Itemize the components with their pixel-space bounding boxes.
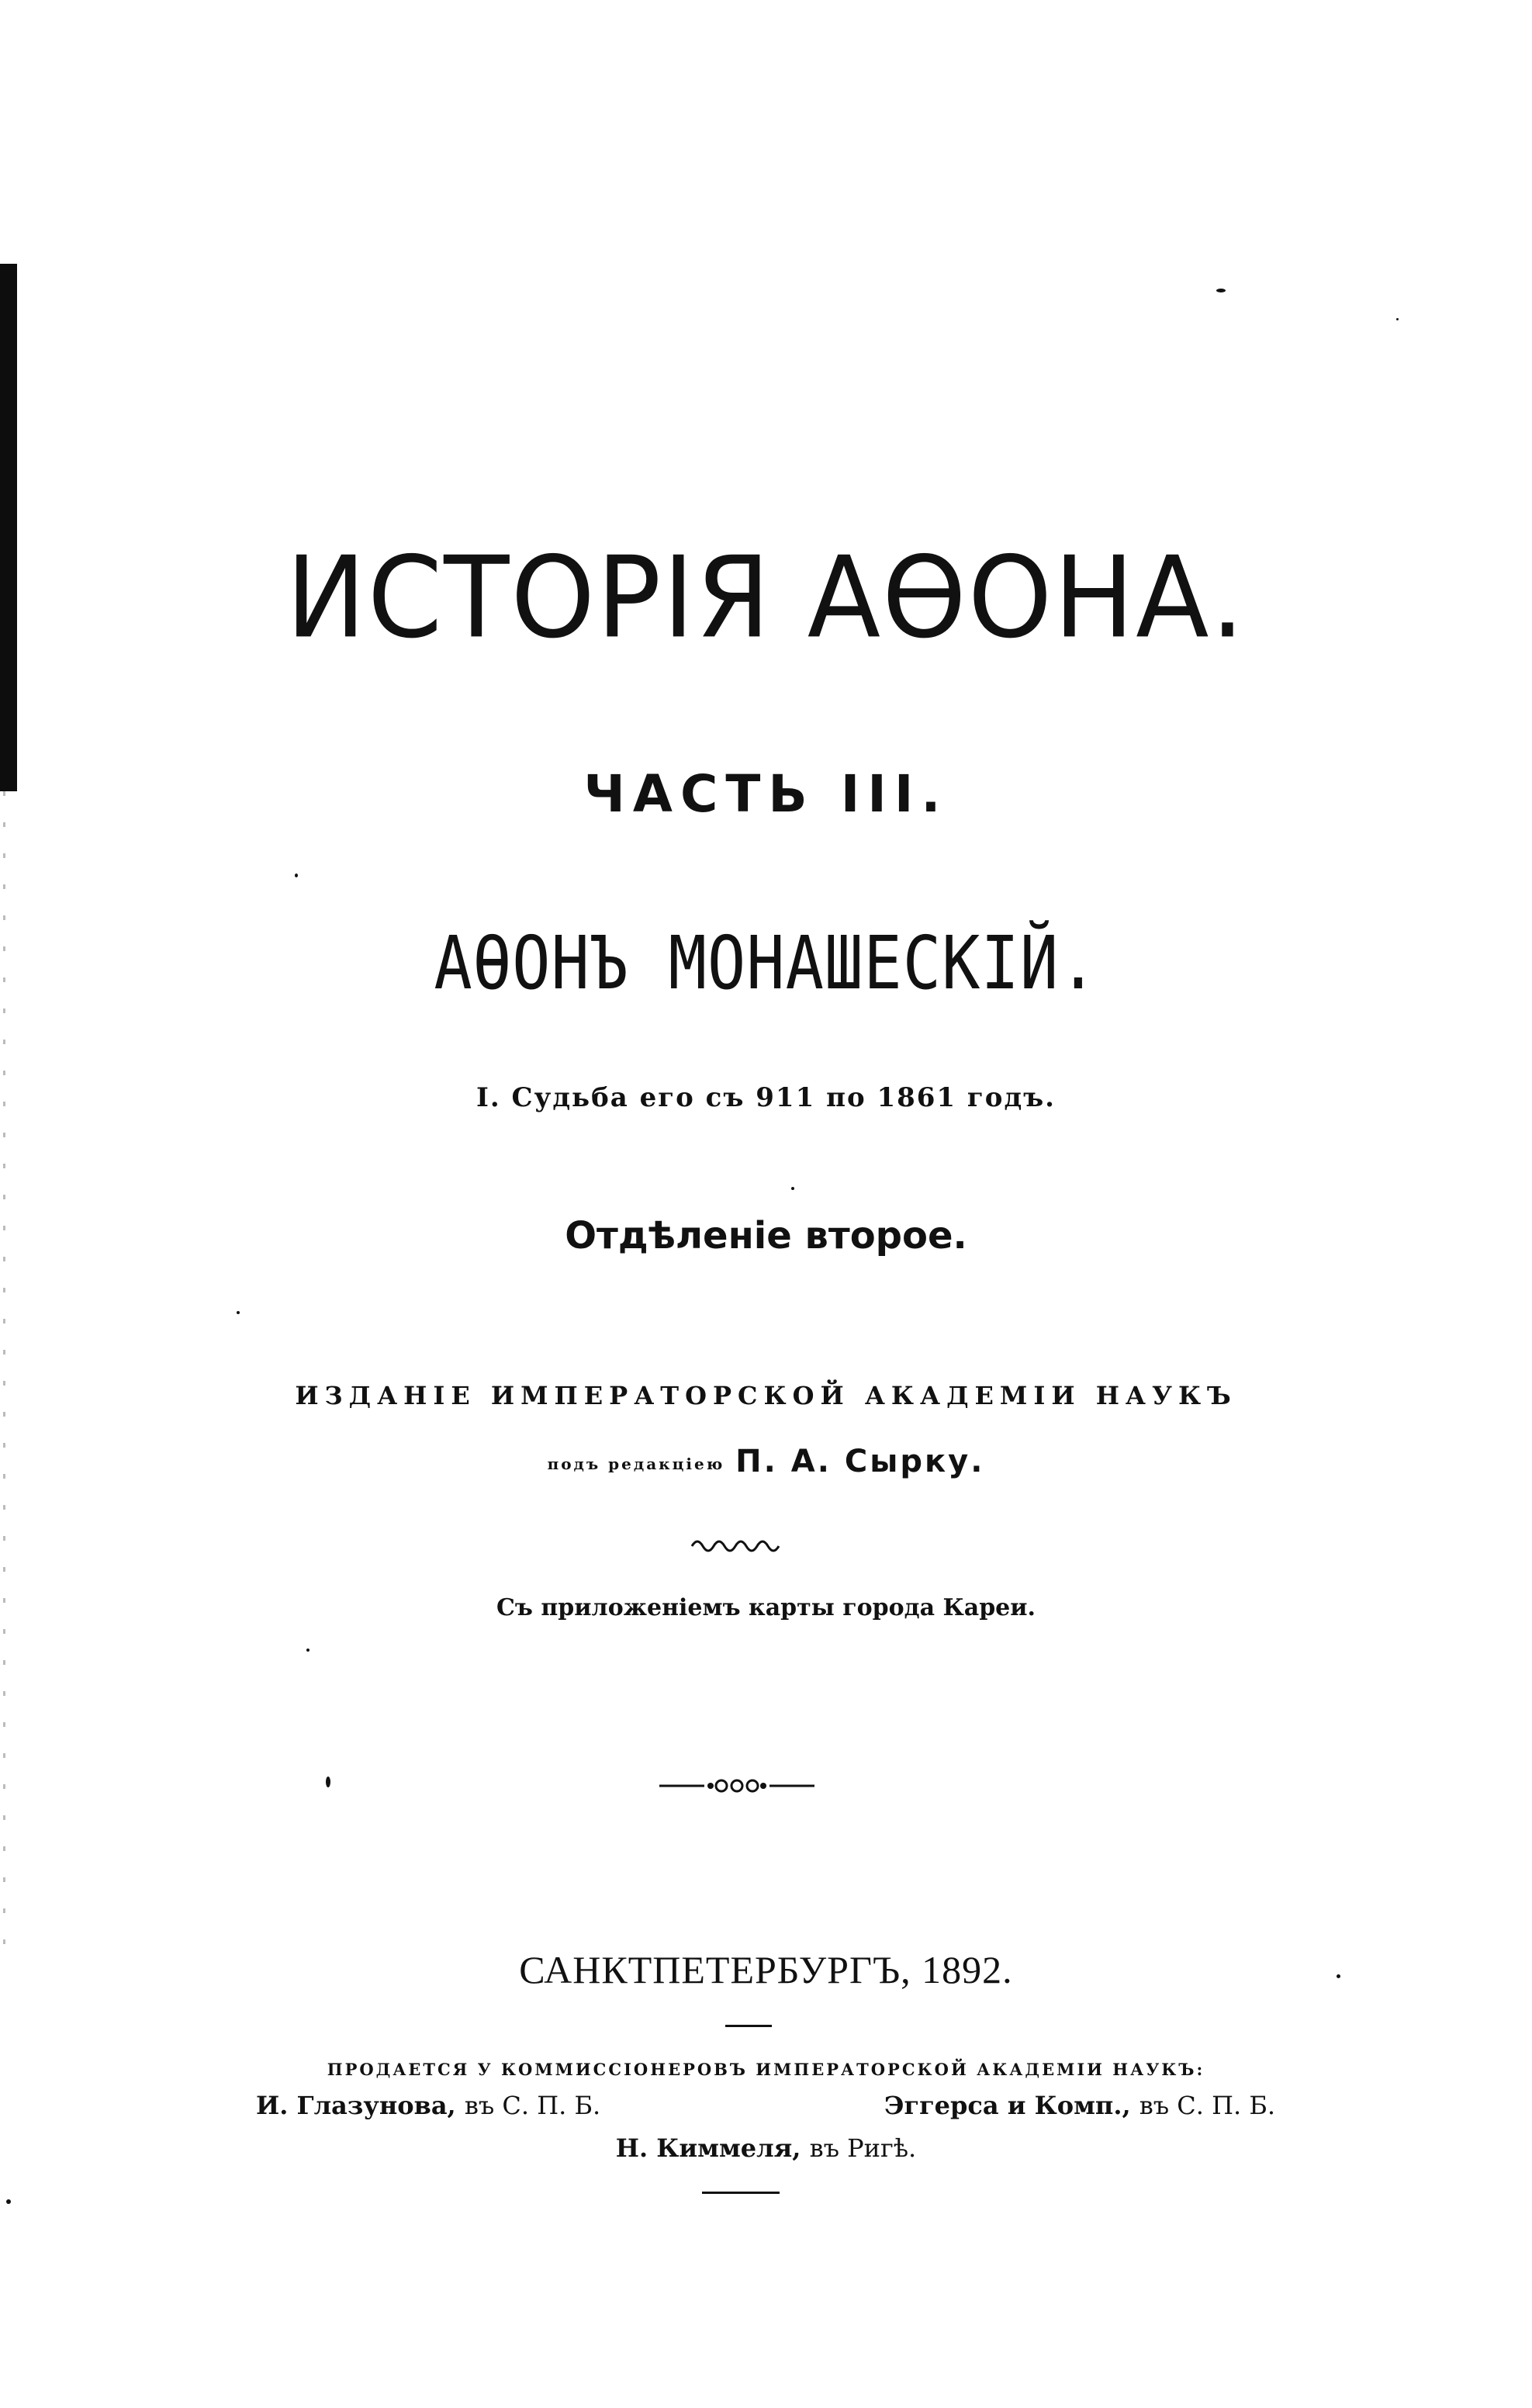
seller-right bbox=[884, 2091, 1275, 2120]
seller-center-name: Н. Киммеля, bbox=[615, 2133, 801, 2163]
edition-line: ИЗДАНІЕ ИМПЕРАТОРСКОЙ АКАДЕМІИ НАУКЪ bbox=[295, 1381, 1237, 1410]
short-rule-top bbox=[725, 2025, 772, 2027]
scan-speck bbox=[326, 1777, 330, 1787]
seller-center bbox=[0, 2133, 1532, 2163]
scan-speck bbox=[1337, 1974, 1340, 1978]
scan-speck bbox=[295, 874, 298, 877]
divider-ornament bbox=[659, 1777, 814, 1795]
seller-left bbox=[256, 2091, 600, 2120]
book-title: ИСТОРІЯ АѲОНА. bbox=[285, 531, 1247, 664]
scan-speck bbox=[306, 1649, 310, 1652]
seller-left-place: въ С. П. Б. bbox=[464, 2091, 601, 2120]
scan-speck bbox=[791, 1187, 794, 1190]
scan-speck bbox=[6, 2199, 11, 2204]
seller-left-name: И. Глазунова, bbox=[256, 2091, 456, 2120]
city-year: САНКТПЕТЕРБУРГЪ, 1892. bbox=[519, 1948, 1013, 1991]
scan-speck bbox=[237, 1311, 240, 1314]
part-heading: ЧАСТЬ III. bbox=[583, 764, 949, 824]
editor-line bbox=[0, 1443, 1532, 1479]
map-note: Съ приложеніемъ карты города Кареи. bbox=[496, 1594, 1036, 1621]
section-heading: Отдѣленіе второе. bbox=[565, 1214, 967, 1258]
editor-prefix: подъ редакціею bbox=[547, 1455, 725, 1473]
editor-name: П. А. Сырку. bbox=[735, 1444, 985, 1479]
seller-right-name: Эггерса и Комп., bbox=[884, 2091, 1131, 2120]
sold-note: ПРОДАЕТСЯ У КОММИССІОНЕРОВЪ ИМПЕРАТОРСКОЙ АКАДЕМІИ НАУКЪ: bbox=[327, 2060, 1205, 2079]
short-rule-bottom bbox=[702, 2192, 780, 2194]
period-line: I. Судьба его съ 911 по 1861 годъ. bbox=[476, 1082, 1056, 1113]
seller-right-place: въ С. П. Б. bbox=[1139, 2091, 1276, 2120]
seller-center-place: въ Ригѣ. bbox=[809, 2133, 917, 2163]
binding-edge bbox=[0, 264, 17, 791]
volume-subtitle: АѲОНЪ МОНАШЕСКІЙ. bbox=[434, 921, 1098, 1007]
squiggle-ornament bbox=[690, 1532, 783, 1555]
scan-speck bbox=[1396, 318, 1399, 320]
scan-speck bbox=[1216, 289, 1226, 292]
